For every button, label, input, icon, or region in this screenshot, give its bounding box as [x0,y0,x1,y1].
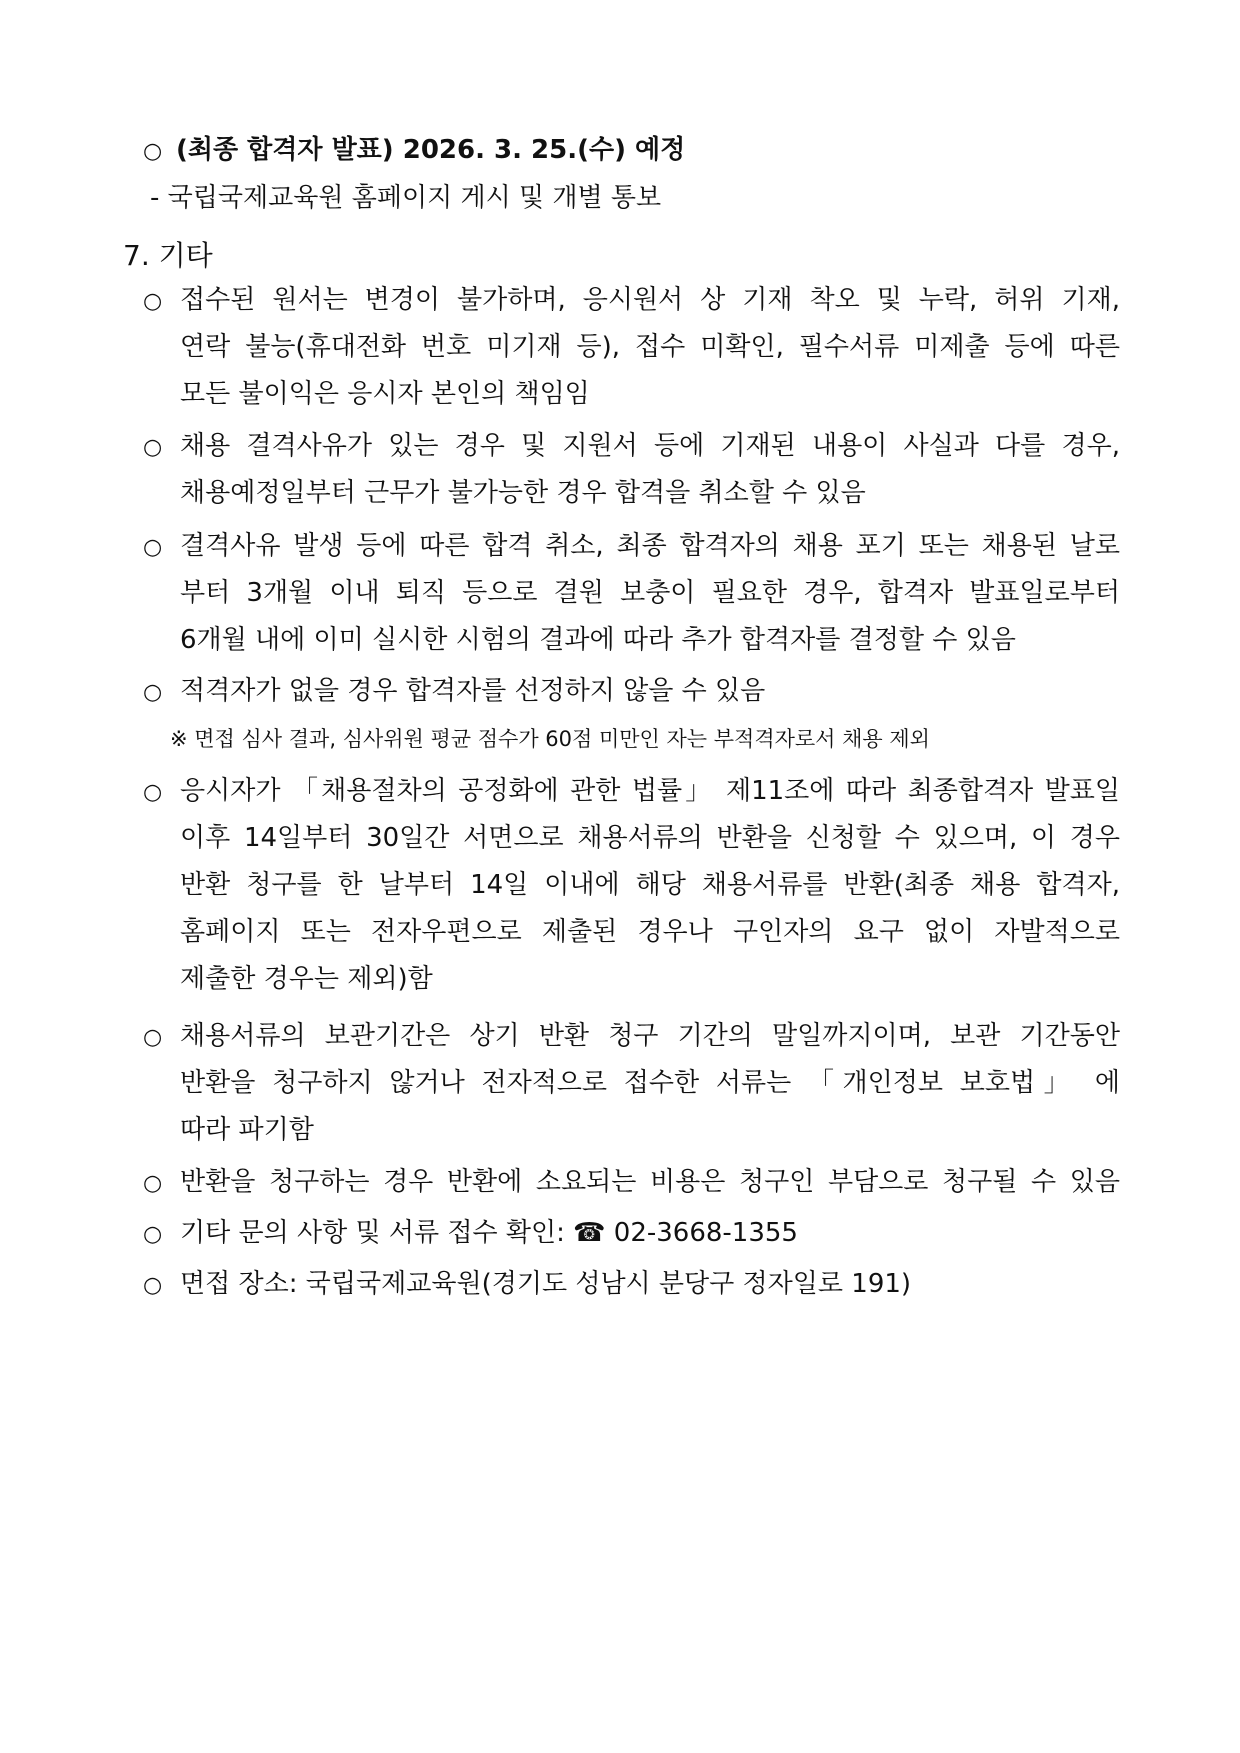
item-2-line-2: 채용예정일부터 근무가 불가능한 경우 합격을 취소할 수 있음 [180,478,866,508]
item-3-line-2: 부터 3개월 이내 퇴직 등으로 결원 보충이 필요한 경우, 합격자 발표일로부터 [180,578,1120,608]
item-5-line-3: 반환 청구를 한 날부터 14일 이내에 해당 채용서류를 반환(최종 채용 합격자, [180,870,1120,900]
item-8-line-1: 기타 문의 사항 및 서류 접수 확인: ☎ 02-3668-1355 [180,1218,798,1248]
bullet-item-5: ○ [143,780,163,805]
item-7-line-1: 반환을 청구하는 경우 반환에 소요되는 비용은 청구인 부담으로 청구될 수 있음 [180,1167,1121,1197]
item-1-line-1: 접수된 원서는 변경이 불가하며, 응시원서 상 기재 착오 및 누락, 허위 기재, [180,285,1120,315]
item-4-note: ※ 면접 심사 결과, 심사위원 평균 점수가 60점 미만인 자는 부적격자로서 채용 제외 [170,727,930,751]
item-4-line-1: 적격자가 없을 경우 합격자를 선정하지 않을 수 있음 [180,676,766,706]
item-6-line-1: 채용서류의 보관기간은 상기 반환 청구 기간의 말일까지이며, 보관 기간동안 [180,1021,1120,1051]
bullet-announcement: ○ [143,139,163,164]
item-9-line-1: 면접 장소: 국립국제교육원(경기도 성남시 분당구 정자일로 191) [180,1269,912,1299]
item-3-line-1: 결격사유 발생 등에 따른 합격 취소, 최종 합격자의 채용 포기 또는 채용된 날로 [180,531,1120,561]
bullet-item-7: ○ [143,1171,163,1196]
bullet-item-8: ○ [143,1222,163,1247]
bullet-item-3: ○ [143,535,163,560]
item-5-line-5: 제출한 경우는 제외)함 [180,964,433,994]
item-5-line-2: 이후 14일부터 30일간 서면으로 채용서류의 반환을 신청할 수 있으며, 이 경우 [180,823,1120,853]
item-3-line-3: 6개월 내에 이미 실시한 시험의 결과에 따라 추가 합격자를 결정할 수 있음 [180,625,1016,655]
item-5-line-1: 응시자가 「채용절차의 공정화에 관한 법률」 제11조에 따라 최종합격자 발표일 [180,776,1120,806]
item-6-line-2: 반환을 청구하지 않거나 전자적으로 접수한 서류는 「개인정보 보호법」 에 [180,1068,1120,1098]
item-2-line-1: 채용 결격사유가 있는 경우 및 지원서 등에 기재된 내용이 사실과 다를 경우, [180,431,1120,461]
bullet-item-9: ○ [143,1273,163,1298]
bullet-item-1: ○ [143,289,163,314]
announcement-sub: - 국립국제교육원 홈페이지 게시 및 개별 통보 [150,183,662,213]
bullet-item-6: ○ [143,1025,163,1050]
item-5-line-4: 홈페이지 또는 전자우편으로 제출된 경우나 구인자의 요구 없이 자발적으로 [180,917,1120,947]
announcement-title: (최종 합격자 발표) 2026. 3. 25.(수) 예정 [176,135,686,165]
item-6-line-3: 따라 파기함 [180,1115,314,1145]
item-1-line-2: 연락 불능(휴대전화 번호 미기재 등), 접수 미확인, 필수서류 미제출 등에 따른 [180,332,1120,362]
bullet-item-2: ○ [143,435,163,460]
bullet-item-4: ○ [143,680,163,705]
section-heading: 7. 기타 [123,239,213,272]
item-1-line-3: 모든 불이익은 응시자 본인의 책임임 [180,379,590,409]
